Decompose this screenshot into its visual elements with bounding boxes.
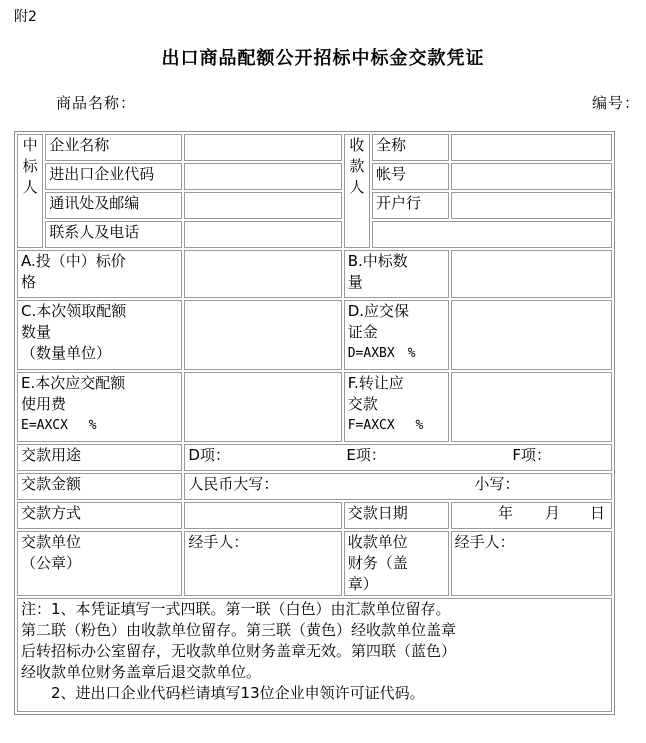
quota-fee-field[interactable] xyxy=(184,372,341,442)
payment-amount-field[interactable] xyxy=(184,473,612,500)
notes-block xyxy=(17,598,612,712)
note-line: 经收款单位财务盖章后退交款单位。 xyxy=(21,663,262,681)
payer-handler-label: 经手人： xyxy=(188,533,249,551)
payment-method-field[interactable] xyxy=(184,502,341,529)
winner-address-label: 通讯处及邮编 xyxy=(45,192,182,219)
quota-quantity-field[interactable] xyxy=(184,300,341,370)
quota-quantity-label: C.本次领取配额 数量 （数量单位） xyxy=(17,300,182,370)
deposit-label: D.应交保 证金 D=AXBX % xyxy=(344,300,449,370)
winner-label: 中 标 人 xyxy=(17,134,43,248)
winner-company-name-label: 企业名称 xyxy=(45,134,182,161)
amount-upper-label: 人民币大写： xyxy=(188,475,279,493)
purpose-item-e: E项： xyxy=(346,446,386,464)
payer-unit-label: 交款单位 （公章） xyxy=(17,531,182,596)
payment-date-field[interactable] xyxy=(451,502,612,529)
transfer-payment-label: F.转让应 交款 F=AXCX % xyxy=(344,372,449,442)
note-line: 后转招标办公室留存，无收款单位财务盖章无效。第四联（蓝色） xyxy=(21,642,457,660)
note-line: 2、进出口企业代码栏请填写13位企业申领许可证代码。 xyxy=(21,684,425,702)
serial-number-label: 编号： xyxy=(592,94,641,112)
quota-fee-label: E.本次应交配额 使用费 E=AXCX % xyxy=(17,372,182,442)
payee-empty-cell xyxy=(372,221,612,248)
deposit-field[interactable] xyxy=(451,300,612,370)
attachment-label: 附2 xyxy=(14,9,37,25)
goods-name-label: 商品名称： xyxy=(56,94,137,112)
winner-company-code-label: 进出口企业代码 xyxy=(45,163,182,190)
payee-bank-field[interactable] xyxy=(451,192,612,219)
payee-unit-label: 收款单位 财务（盖 章） xyxy=(344,531,449,596)
bid-price-label: A.投（中）标价 格 xyxy=(17,250,182,298)
winner-contact-label: 联系人及电话 xyxy=(45,221,182,248)
payer-handler-field[interactable] xyxy=(184,531,341,596)
winner-company-name-field[interactable] xyxy=(184,134,341,161)
payee-handler-field[interactable] xyxy=(451,531,612,596)
payee-bank-label: 开户行 xyxy=(372,192,449,219)
payee-account-field[interactable] xyxy=(451,163,612,190)
payee-full-name-field[interactable] xyxy=(451,134,612,161)
payee-handler-label: 经手人： xyxy=(454,533,515,551)
date-month: 月 xyxy=(544,504,560,522)
payee-label: 收 款 人 xyxy=(344,134,370,248)
winner-address-field[interactable] xyxy=(184,192,341,219)
payee-full-name-label: 全称 xyxy=(372,134,449,161)
payment-method-label: 交款方式 xyxy=(17,502,182,529)
payment-amount-label: 交款金额 xyxy=(17,473,182,500)
note-line: 第二联（粉色）由收款单位留存。第三联（黄色）经收款单位盖章 xyxy=(21,621,457,639)
transfer-payment-field[interactable] xyxy=(451,372,612,442)
date-year: 年 xyxy=(497,504,513,522)
payment-voucher-form xyxy=(14,131,615,715)
winner-contact-field[interactable] xyxy=(184,221,341,248)
bid-price-field[interactable] xyxy=(184,250,341,298)
date-day: 日 xyxy=(589,504,605,522)
document-title: 出口商品配额公开招标中标金交款凭证 xyxy=(161,48,485,69)
winning-quantity-field[interactable] xyxy=(451,250,612,298)
payment-purpose-label: 交款用途 xyxy=(17,444,182,471)
purpose-item-d: D项： xyxy=(188,446,230,464)
payment-date-label: 交款日期 xyxy=(344,502,449,529)
payee-account-label: 帐号 xyxy=(372,163,449,190)
purpose-item-f: F项： xyxy=(512,446,552,464)
amount-lower-label: 小写： xyxy=(474,475,520,493)
winning-quantity-label: B.中标数 量 xyxy=(344,250,449,298)
note-line: 注：1、本凭证填写一式四联。第一联（白色）由汇款单位留存。 xyxy=(21,600,451,618)
winner-company-code-field[interactable] xyxy=(184,163,341,190)
payment-purpose-field[interactable] xyxy=(184,444,612,471)
